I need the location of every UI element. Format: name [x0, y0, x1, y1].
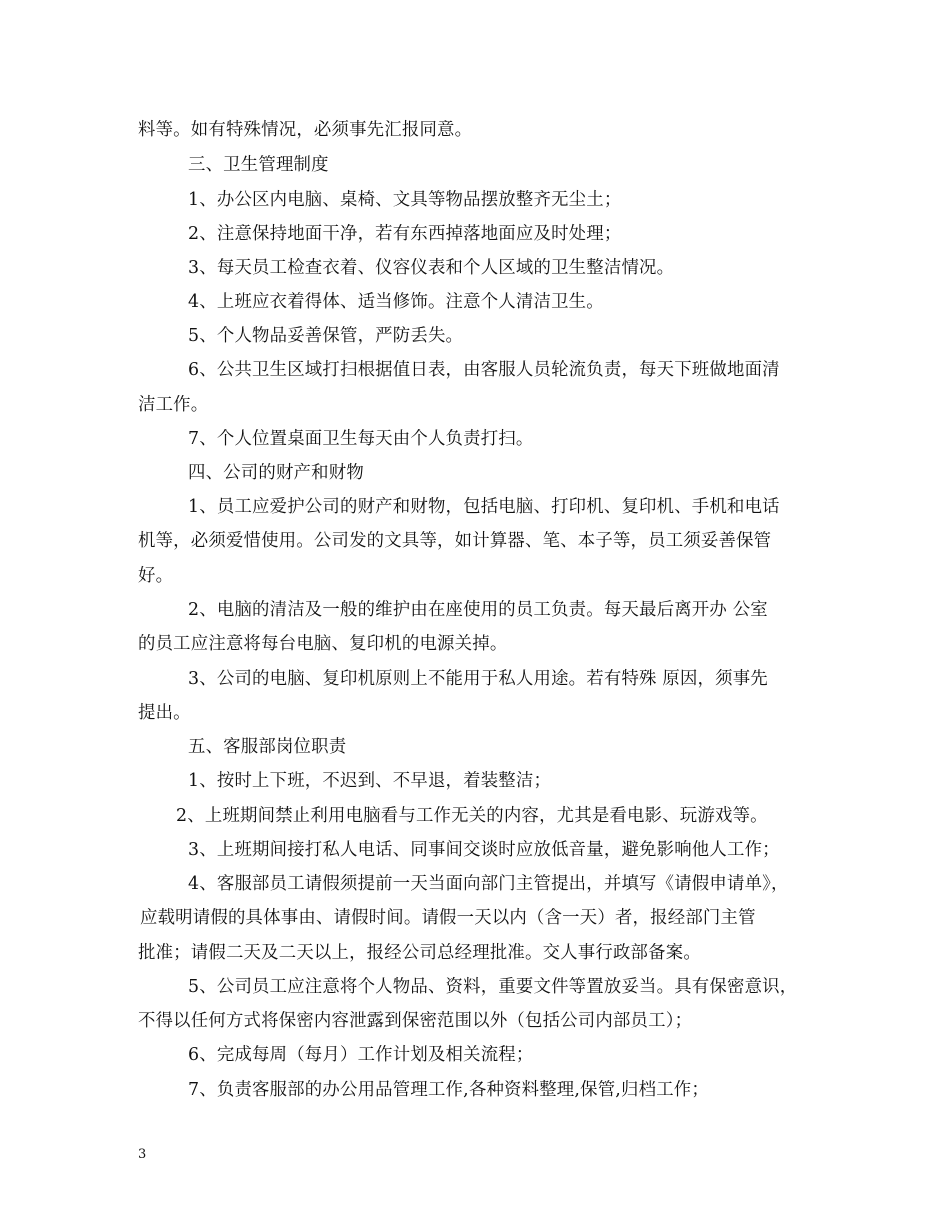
text-line: 7、负责客服部的办公用品管理工作,各种资料整理,保管,归档工作；: [188, 1080, 709, 1100]
text-line: 3、上班期间接打私人电话、同事间交谈时应放低音量，避免影响他人工作；: [188, 840, 780, 860]
text-line: 好。: [138, 566, 174, 586]
text-line: 3、公司的电脑、复印机原则上不能用于私人用途。若有特殊 原因，须事先: [188, 669, 768, 689]
page-number: 3: [138, 1147, 147, 1162]
text-line: 2、注意保持地面干净，若有东西掉落地面应及时处理；: [188, 224, 622, 244]
text-line: 机等，必须爱惜使用。公司发的文具等，如计算器、笔、本子等，员工须妥善保管: [138, 531, 772, 551]
section-heading: 四、公司的财产和财物: [188, 463, 364, 483]
text-line: 的员工应注意将每台电脑、复印机的电源关掉。: [138, 634, 508, 654]
text-line: 2、电脑的清洁及一般的维护由在座使用的员工负责。每天最后离开办 公室: [188, 600, 768, 620]
text-line: 批准；请假二天及二天以上，报经公司总经理批准。交人事行政部备案。: [138, 943, 701, 963]
text-line: 不得以任何方式将保密内容泄露到保密范围以外（包括公司内部员工）；: [138, 1011, 693, 1031]
text-line: 4、客服部员工请假须提前一天当面向部门主管提出，并填写《请假申请单》，: [188, 874, 789, 894]
text-line: 1、办公区内电脑、桌椅、文具等物品摆放整齐无尘土；: [188, 190, 622, 210]
text-line: 5、个人物品妥善保管，严防丢失。: [188, 326, 464, 346]
text-line: 1、员工应爱护公司的财产和财物，包括电脑、打印机、复印机、手机和电话: [188, 497, 780, 517]
text-line: 4、上班应衣着得体、适当修饰。注意个人清洁卫生。: [188, 292, 604, 312]
section-heading: 三、卫生管理制度: [188, 155, 329, 175]
text-line: 洁工作。: [138, 395, 209, 415]
text-line: 1、按时上下班，不迟到、不早退，着装整洁；: [188, 771, 552, 791]
text-line: 料等。如有特殊情况，必须事先汇报同意。: [138, 120, 473, 140]
text-line: 2、上班期间禁止利用电脑看与工作无关的内容，尤其是看电影、玩游戏等。: [176, 806, 768, 826]
text-line: 5、公司员工应注意将个人物品、资料，重要文件等置放妥当。具有保密意识，: [188, 977, 798, 997]
text-line: 6、完成每周（每月）工作计划及相关流程；: [188, 1045, 534, 1065]
text-line: 3、每天员工检查衣着、仪容仪表和个人区域的卫生整洁情况。: [188, 258, 675, 278]
text-line: 6、公共卫生区域打扫根据值日表，由客服人员轮流负责，每天下班做地面清: [188, 360, 780, 380]
text-line: 7、个人位置桌面卫生每天由个人负责打扫。: [188, 429, 534, 449]
section-heading: 五、客服部岗位职责: [188, 737, 347, 757]
text-line: 提出。: [138, 703, 191, 723]
text-line: 应载明请假的具体事由、请假时间。请假一天以内（含一天）者，报经部门主管: [140, 908, 756, 928]
